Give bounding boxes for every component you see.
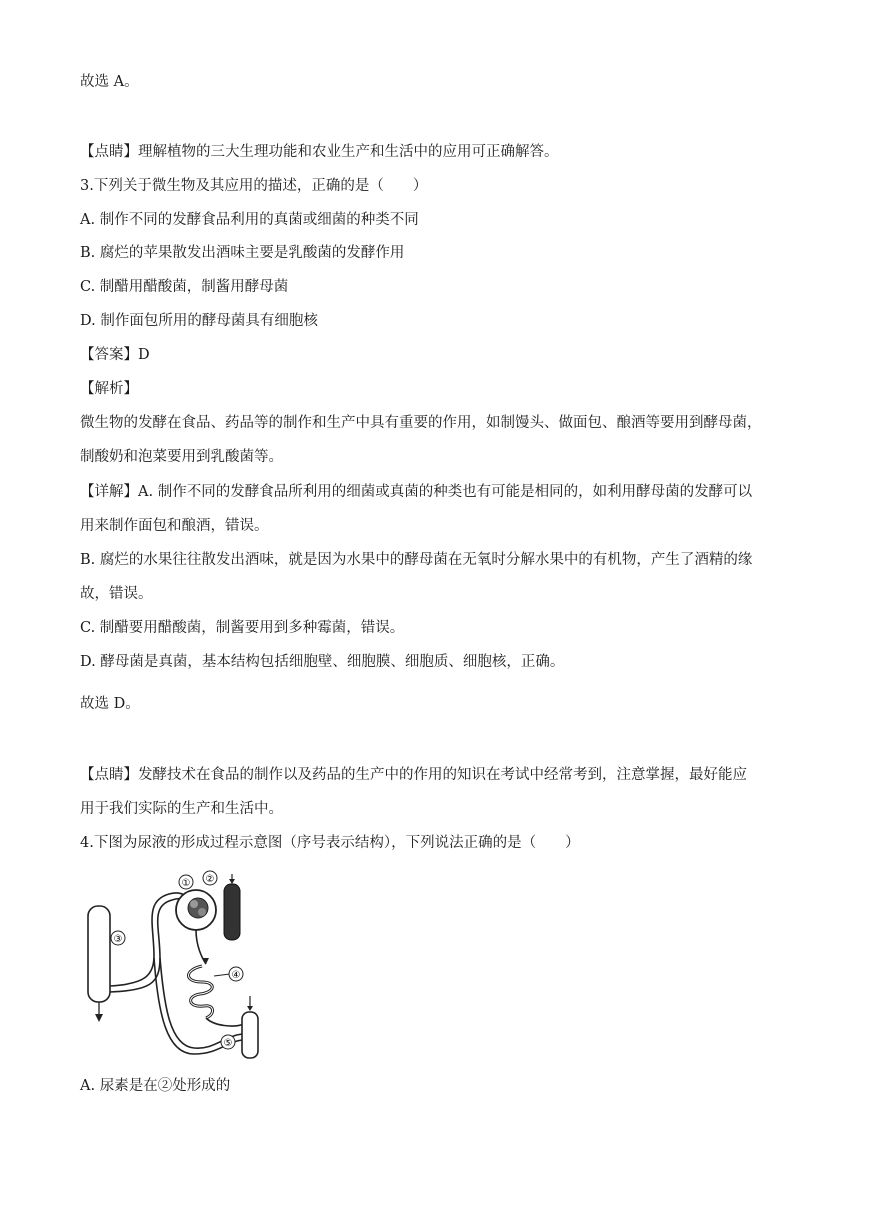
option-a: A. 制作不同的发酵食品利用的真菌或细菌的种类不同 xyxy=(80,212,419,228)
label-4: ④ xyxy=(231,970,241,981)
answer: 【答案】D xyxy=(80,347,150,363)
label-2: ② xyxy=(205,874,215,885)
urine-formation-diagram xyxy=(84,866,274,1066)
analysis-heading: 【解析】 xyxy=(80,381,138,397)
label-1: ① xyxy=(181,878,191,889)
text-line: B. 腐烂的水果往往散发出酒味，就是因为水果中的酵母菌在无氧时分解水果中的有机物，产生了酒精的缘 xyxy=(80,552,753,568)
text-line: 用来制作面包和酿酒，错误。 xyxy=(80,518,269,534)
text-line: 故选 D。 xyxy=(80,696,140,712)
text-line: 【详解】A. 制作不同的发酵食品所利用的细菌或真菌的种类也有可能是相同的，如利用酵母菌的发酵可以 xyxy=(80,484,753,500)
option-b: B. 腐烂的苹果散发出酒味主要是乳酸菌的发酵作用 xyxy=(80,245,405,261)
label-5: ⑤ xyxy=(223,1038,233,1049)
text-line: 故，错误。 xyxy=(80,586,153,602)
glomerulus-2 xyxy=(188,898,208,918)
question-3: 3.下列关于微生物及其应用的描述，正确的是（ ） xyxy=(80,178,428,194)
option-c: C. 制醋用醋酸菌，制酱用酵母菌 xyxy=(80,279,289,295)
text-line: 用于我们实际的生产和生活中。 xyxy=(80,801,283,817)
text-line: 【点睛】理解植物的三大生理功能和农业生产和生活中的应用可正确解答。 xyxy=(80,144,559,160)
text-line: C. 制醋要用醋酸菌，制酱要用到多种霉菌，错误。 xyxy=(80,620,405,636)
vessel-5 xyxy=(242,1012,258,1058)
vessel-dark xyxy=(224,884,240,940)
question-4: 4.下图为尿液的形成过程示意图（序号表示结构），下列说法正确的是（ ） xyxy=(80,835,580,851)
option-d: D. 制作面包所用的酵母菌具有细胞核 xyxy=(80,313,318,329)
vessel-3 xyxy=(88,906,110,1002)
text-line: 微生物的发酵在食品、药品等的制作和生产中具有重要的作用，如制馒头、做面包、酿酒等要用到酵母菌， xyxy=(80,415,762,431)
text-line: 故选 A。 xyxy=(80,74,139,90)
text-line: 制酸奶和泡菜要用到乳酸菌等。 xyxy=(80,449,283,465)
text-line: D. 酵母菌是真菌，基本结构包括细胞壁、细胞膜、细胞质、细胞核，正确。 xyxy=(80,654,565,670)
text-line: 【点睛】发酵技术在食品的制作以及药品的生产中的作用的知识在考试中经常考到，注意掌握，最好能应 xyxy=(80,767,747,783)
q4-option-a: A. 尿素是在②处形成的 xyxy=(80,1078,231,1094)
label-3: ③ xyxy=(113,934,123,945)
